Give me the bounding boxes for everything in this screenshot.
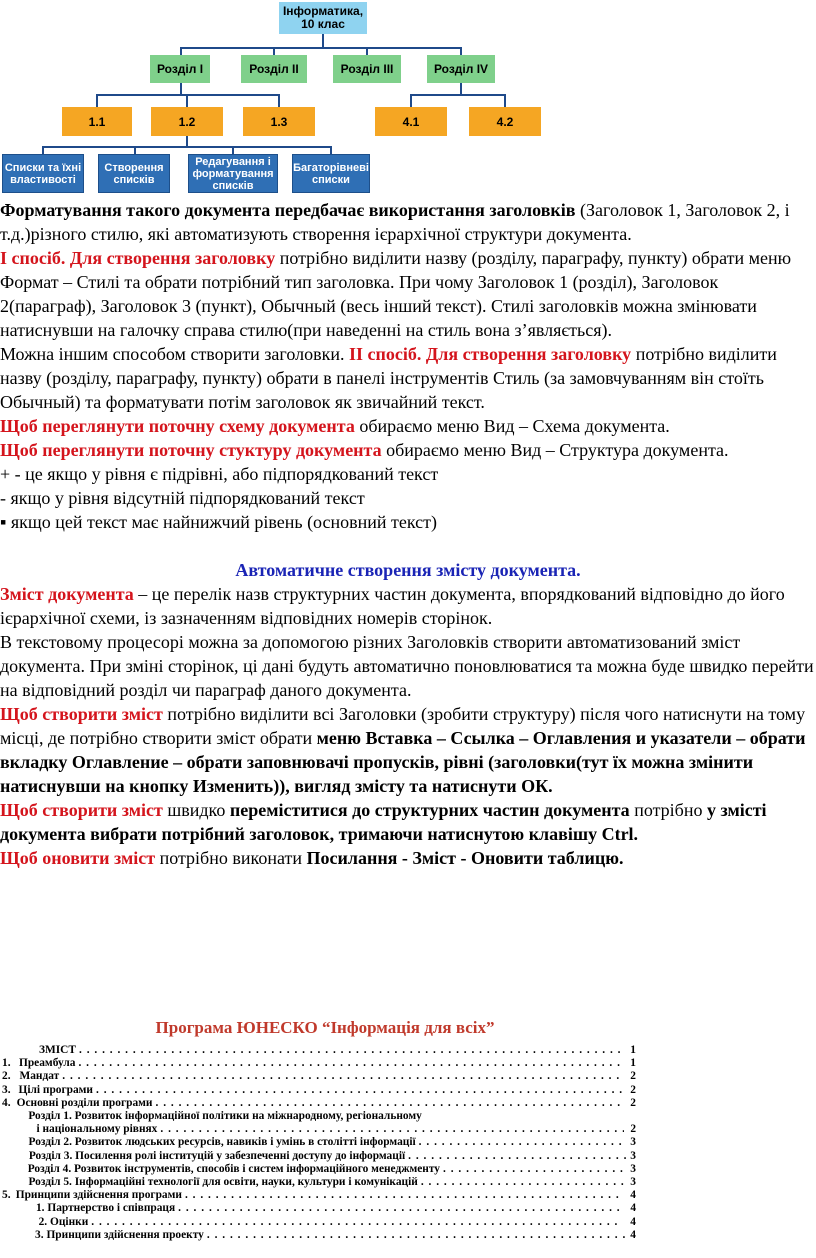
paragraph <box>0 342 816 414</box>
connector-line <box>42 146 44 154</box>
connector-line <box>410 94 412 107</box>
toc-leader-dots <box>160 1123 623 1136</box>
bold-text: у змісті документа вибрати потрібний заголовок, тримаючи натиснутою клавішу Ctrl. <box>0 800 767 844</box>
highlight-text: Щоб створити зміст <box>0 800 163 820</box>
toc-label: і національному рівнях <box>36 1123 158 1136</box>
toc-page-number: 1 <box>630 1044 636 1056</box>
toc-line <box>0 1176 640 1189</box>
toc-label: Розділ 2. Розвиток людських ресурсів, навиків і умінь в столітті інформації <box>28 1136 416 1149</box>
toc-line <box>0 1123 640 1136</box>
toc-label: Цілі програми <box>18 1083 93 1096</box>
connector-line <box>180 83 182 94</box>
bold-text: Посилання - Зміст - Оновити таблицю. <box>306 848 624 868</box>
diagram-section-node: Розділ ІІІ <box>333 55 401 83</box>
toc-page-number: 3 <box>630 1176 636 1189</box>
toc-line <box>0 1097 640 1110</box>
paragraph <box>0 438 816 462</box>
toc-line <box>0 1202 640 1215</box>
toc-line <box>0 1189 640 1202</box>
paragraph: В текстовому процесорі можна за допомогою різних Заголовків створити автоматизований зміст документа. При зміні сторінок, ці дані будуть автоматично поновлюватися та можна буде швидко перейти на відповідний розділ чи параграф даного документа. <box>0 632 814 700</box>
toc-leader-dots <box>62 1070 622 1083</box>
connector-line <box>180 47 182 55</box>
toc-label: Мандат <box>19 1070 60 1083</box>
diagram-leaf-node: Списки та їхні властивості <box>2 154 84 193</box>
toc-line <box>0 1136 640 1149</box>
diagram-section-node: Розділ IV <box>427 55 495 83</box>
list-line: - якщо у рівня відсутній підпорядкований текст <box>0 488 365 508</box>
connector-line <box>330 146 332 154</box>
toc-leader-dots <box>421 1176 627 1189</box>
toc-leader-dots <box>408 1150 627 1163</box>
toc-label: 3. Принципи здійснення проекту <box>35 1228 204 1241</box>
toc-label: Розділ 3. Посилення ролі інституцій у забезпеченні доступу до інформації <box>28 1149 406 1162</box>
text: потрібно виконати <box>155 848 307 868</box>
diagram-leaf-node: Створення списків <box>98 154 170 193</box>
table-of-contents <box>0 1044 640 1242</box>
toc-leader-dots <box>79 1044 622 1057</box>
connector-line <box>42 146 332 148</box>
diagram-section-node: Розділ І <box>150 55 210 83</box>
connector-line <box>180 47 462 49</box>
connector-line <box>278 94 280 107</box>
text: потрібно виділити всі Заголовки (зробити структуру) після чого натиснути на тому місці, де потрібно створити зміст обрати <box>0 704 806 748</box>
list-line: ▪ якщо цей текст має найнижчий рівень (основний текст) <box>0 512 438 532</box>
text: Можна іншим способом створити заголовки. <box>0 344 349 364</box>
text: – це перелік назв структурних частин документа, впорядкований відповідно до його ієрархічної схеми, із зазначенням відповідних номерів сторінок. <box>0 584 785 628</box>
paragraph <box>0 798 816 846</box>
connector-line <box>232 146 234 154</box>
toc-line <box>0 1084 640 1097</box>
paragraph <box>0 702 816 798</box>
toc-page-number: 3 <box>630 1136 636 1149</box>
connector-line <box>186 94 188 107</box>
highlight-text: Щоб переглянути поточну стуктуру документа <box>0 440 382 460</box>
toc-number: 5. <box>2 1189 11 1202</box>
highlight-text: ІІ спосіб. Для створення заголовку <box>348 344 632 364</box>
diagram-subsection-node: 1.2 <box>151 107 223 136</box>
diagram-subsection-node: 4.1 <box>375 107 447 136</box>
diagram-leaf-node: Редагування і форматування списків <box>188 154 278 193</box>
toc-page-number: 4 <box>630 1215 636 1228</box>
hierarchy-diagram <box>0 0 816 198</box>
toc-leader-dots <box>443 1163 627 1176</box>
toc-page-number: 1 <box>630 1057 636 1070</box>
text: обираємо меню Вид – Структура документа. <box>381 440 729 460</box>
toc-title: Програма ЮНЕСКО “Інформація для всіх” <box>155 1018 495 1037</box>
text: потрібно виділити назву (розділу, параграфу, пункту) обрати в панелі інструментів Стиль (за замовчуванням він стоїть Обычный) та форматувати потім заголовок як звичайний текст. <box>0 344 777 412</box>
highlight-text: Щоб переглянути поточну схему документа <box>0 416 355 436</box>
toc-page-number: 2 <box>630 1083 636 1096</box>
highlight-text: І спосіб. Для створення заголовку <box>0 248 276 268</box>
toc-page-number: 2 <box>630 1070 636 1083</box>
toc-leader-dots <box>185 1189 624 1202</box>
connector-line <box>504 94 506 107</box>
diagram-subsection-node: 1.3 <box>243 107 315 136</box>
bold-text: переміститися до структурних частин документа <box>229 800 630 820</box>
paragraph <box>0 198 816 246</box>
toc-label: ЗМІСТ <box>38 1044 76 1056</box>
toc-leader-dots <box>78 1057 622 1070</box>
toc-leader-dots <box>91 1216 622 1229</box>
toc-page-number: 4 <box>630 1202 637 1215</box>
diagram-leaf-node: Багаторівневі списки <box>292 154 370 193</box>
diagram-root-node: Інформатика, 10 клас <box>279 2 367 34</box>
connector-line <box>96 94 98 107</box>
toc-line <box>0 1057 640 1070</box>
paragraph <box>0 582 816 630</box>
toc-label: Розділ 5. Інформаційні технології для освіти, науки, культури і комунікацій <box>28 1176 418 1189</box>
highlight-text: Щоб створити зміст <box>0 704 163 724</box>
toc-label: Принципи здійснення програми <box>15 1189 182 1202</box>
toc-line <box>0 1044 640 1057</box>
connector-line <box>322 34 324 47</box>
toc-line <box>0 1216 640 1229</box>
toc-number: 2. <box>2 1070 11 1083</box>
diagram-subsection-node: 4.2 <box>469 107 541 136</box>
toc-leader-dots <box>419 1136 628 1149</box>
connector-line <box>460 47 462 55</box>
toc-number: 1. <box>2 1057 11 1070</box>
toc-page-number: 4 <box>630 1228 636 1241</box>
diagram-section-node: Розділ ІІ <box>241 55 307 83</box>
toc-label: Розділ 1. Розвиток інформаційної політики на міжнародному, регіональному <box>28 1110 422 1123</box>
toc-label: Преамбула <box>18 1057 76 1070</box>
toc-page-number: 2 <box>630 1123 637 1136</box>
toc-leader-dots <box>207 1229 625 1242</box>
connector-line <box>366 47 368 55</box>
paragraph <box>0 414 816 438</box>
toc-line <box>0 1110 640 1123</box>
connector-line <box>96 94 280 96</box>
toc-leader-dots <box>156 1097 624 1110</box>
toc-leader-dots <box>178 1202 624 1215</box>
bold-text: меню Вставка – Ссылка – Оглавления и указатели – обрати вкладку Оглавление – обрати заповнювачі пропусків, рівні (заголовки(тут їх можна змінити натиснувши на кнопку Изменить)), вигляд змісту та натиснути ОК. <box>0 728 806 796</box>
toc-number: 4. <box>2 1096 11 1109</box>
text: потрібно виділити назву (розділу, параграфу, пункту) обрати меню Формат – Стилі та обрати потрібний тип заголовка. При чому Заголовок 1 (розділ), Заголовок 2(параграф), Заголовок 3 (пункт), Обычный (весь інший текст). Стилі заголовків можна змінювати натиснувши на галочку справа стилю(при наведенні на стиль вона з’являється). <box>0 248 792 340</box>
toc-line <box>0 1150 640 1163</box>
toc-line <box>0 1163 640 1176</box>
text: (Заголовок 1, Заголовок 2, і т.д.)різного стилю, які автоматизують створення ієрархічної структури документа. <box>0 200 790 244</box>
connector-line <box>273 47 275 55</box>
diagram-subsection-node: 1.1 <box>62 107 132 136</box>
toc-label: 1. Партнерство і співпраця <box>35 1202 176 1215</box>
toc-number: 3. <box>2 1083 11 1096</box>
list-line: + - це якщо у рівня є підрівні, або підпорядкований текст <box>0 464 439 484</box>
toc-page-number: 2 <box>630 1096 636 1109</box>
document-body <box>0 198 816 870</box>
highlight-text: Зміст документа <box>0 584 134 604</box>
connector-line <box>134 146 136 154</box>
section-heading: Автоматичне створення змісту документа. <box>235 560 581 580</box>
bold-text: Форматування такого документа передбачає використання заголовків <box>0 200 576 220</box>
text: обираємо меню Вид – Схема документа. <box>354 416 670 436</box>
toc-line <box>0 1229 640 1242</box>
text: потрібно <box>629 800 707 820</box>
toc-label: 2. Оцінки <box>38 1215 89 1228</box>
highlight-text: Щоб оновити зміст <box>0 848 156 868</box>
toc-label: Основні розділи програми <box>16 1096 153 1109</box>
connector-line <box>460 83 462 94</box>
connector-line <box>186 136 188 146</box>
toc-page-number: 3 <box>630 1149 636 1162</box>
toc-line <box>0 1070 640 1083</box>
paragraph <box>0 846 816 870</box>
connector-line <box>410 94 506 96</box>
toc-leader-dots <box>96 1084 623 1097</box>
toc-page-number: 4 <box>630 1189 636 1202</box>
text: швидко <box>162 800 230 820</box>
toc-label: Розділ 4. Розвиток інструментів, способів і систем інформаційного менеджменту <box>27 1162 441 1175</box>
paragraph <box>0 246 816 342</box>
toc-page-number: 3 <box>630 1162 636 1175</box>
